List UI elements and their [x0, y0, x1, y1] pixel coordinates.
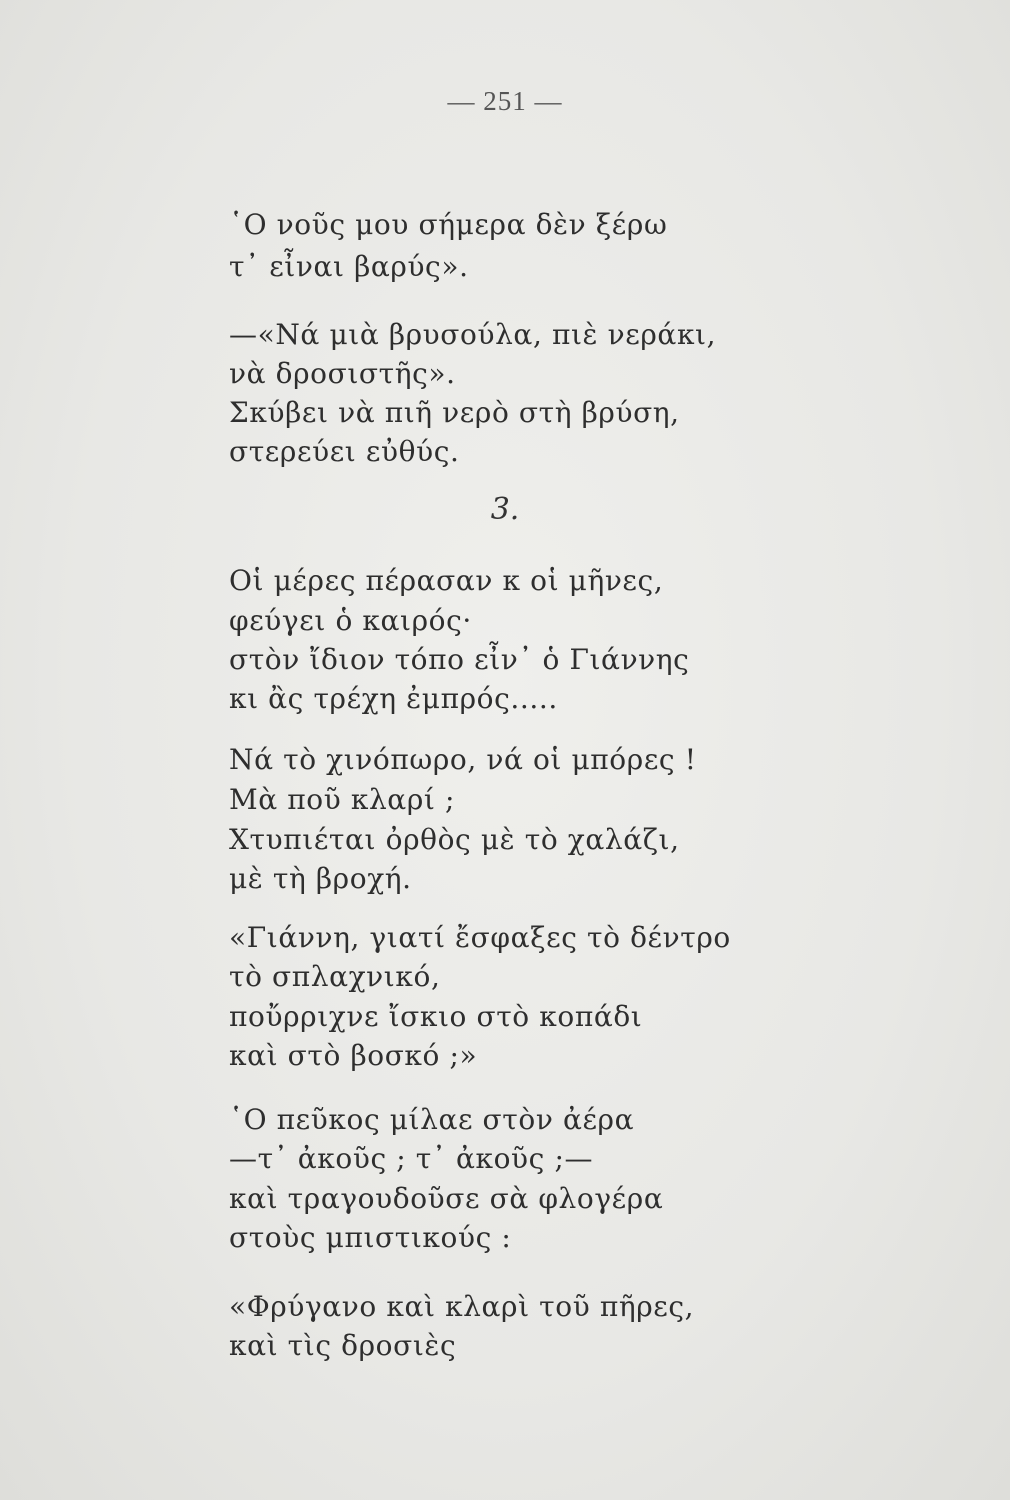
poem-line: νὰ δροσιστῆς».	[229, 357, 456, 390]
poem-line: τ᾽ εἶναι βαρύς».	[229, 250, 469, 283]
poem-line: Χτυπιέται ὀρθὸς μὲ τὸ χαλάζι,	[229, 823, 680, 856]
poem-line: «Γιάννη, γιατί ἔσφαξες τὸ δέντρο	[229, 921, 731, 954]
poem-line: —«Νά μιὰ βρυσούλα, πιὲ νεράκι,	[229, 318, 717, 351]
poem-line: φεύγει ὁ καιρός·	[229, 604, 472, 637]
poem-line: τὸ σπλαχνικό,	[229, 960, 441, 993]
poem-line: στοὺς μπιστικούς :	[229, 1221, 512, 1254]
poem-line: —τ᾽ ἀκοῦς ; τ᾽ ἀκοῦς ;—	[229, 1142, 594, 1175]
poem-line: Οἱ μέρες πέρασαν κ οἱ μῆνες,	[229, 564, 664, 597]
poem-line: «Φρύγανο καὶ κλαρὶ τοῦ πῆρες,	[229, 1290, 695, 1323]
poem-line: καὶ τὶς δροσιὲς	[229, 1329, 457, 1362]
poem-line: ῾Ο πεῦκος μίλαε στὸν ἀέρα	[229, 1103, 635, 1136]
poem-line: Μὰ ποῦ κλαρί ;	[229, 783, 455, 816]
poem-line: ποὔρριχνε ἴσκιο στὸ κοπάδι	[229, 1000, 643, 1033]
poem-line: καὶ τραγουδοῦσε σὰ φλογέρα	[229, 1182, 664, 1215]
page-number: — 251 —	[447, 86, 563, 116]
poem-line: Νά τὸ χινόπωρο, νά οἱ μπόρες !	[229, 743, 697, 776]
poem-line: ῾Ο νοῦς μου σήμερα δὲν ξέρω	[229, 208, 668, 241]
poem-line: Σκύβει νὰ πιῆ νερὸ στὴ βρύση,	[229, 396, 680, 429]
poem-line: μὲ τὴ βροχή.	[229, 862, 412, 895]
poem-line: κι ἂς τρέχη ἐμπρός.....	[229, 682, 558, 715]
poem-line: καὶ στὸ βοσκό ;»	[229, 1039, 478, 1072]
poem-line: στὸν ἴδιον τόπο εἶν᾽ ὁ Γιάννης	[229, 643, 690, 676]
section-number: 3.	[490, 492, 520, 527]
poem-line: στερεύει εὐθύς.	[229, 435, 460, 468]
